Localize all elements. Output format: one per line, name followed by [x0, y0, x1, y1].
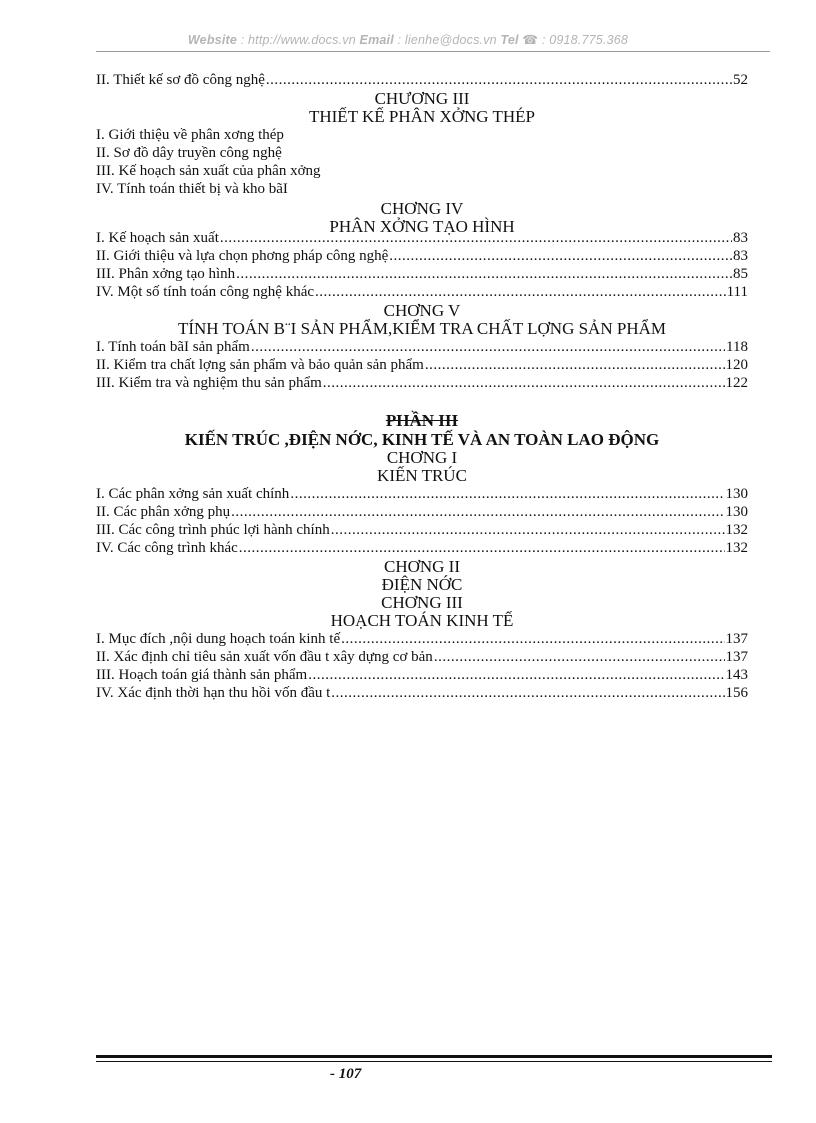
toc-entry-label: IV. Xác định thời hạn thu hồi vốn đầu t: [96, 685, 331, 701]
toc-row: [96, 283, 748, 301]
toc-page-number: 132: [725, 540, 748, 556]
chapter-title: CHƠNG IV: [380, 199, 464, 218]
toc-leader-dots: [434, 648, 725, 666]
toc-row: [96, 162, 748, 180]
toc-row: [96, 247, 748, 265]
footer-divider-thin: [96, 1061, 772, 1062]
part-subtitle: KIẾN TRÚC ,ĐIỆN NỚC, KINH TẾ VÀ AN TOÀN LAO ĐỘNG: [184, 430, 660, 449]
toc-page-number: 156: [725, 685, 748, 701]
toc-page-number: 111: [726, 284, 748, 300]
toc-page-number: 143: [725, 667, 748, 683]
toc-entry-label: II. Sơ đồ dây truyền công nghệ: [96, 145, 282, 161]
chapter-title: CHƠNG V: [383, 301, 461, 320]
toc-leader-dots: [341, 630, 724, 648]
website-value: : http://www.docs.vn: [237, 33, 360, 47]
toc-row: [96, 539, 748, 557]
toc-leader-dots: [323, 374, 725, 392]
toc-row: [96, 503, 748, 521]
toc-row: [96, 144, 748, 162]
toc-leader-dots: [389, 247, 732, 265]
toc-page-number: 83: [733, 248, 748, 264]
chapter-title: CHƠNG I: [386, 448, 458, 467]
telephone-icon: ☎: [522, 33, 539, 47]
chapter-title: CHƠNG III: [381, 593, 463, 612]
toc-page-number: 130: [725, 504, 748, 520]
chapter-subtitle: HOẠCH TOÁN KINH TẾ: [330, 611, 514, 630]
toc-row: [96, 521, 748, 539]
chapter-subtitle: KIẾN TRÚC: [377, 466, 467, 485]
toc-row: [96, 71, 748, 89]
toc-entry-label: III. Kế hoạch sản xuất của phân xởng: [96, 163, 321, 179]
toc-entry-label: I. Giới thiệu về phân xơng thép: [96, 127, 284, 143]
toc-row: [96, 126, 748, 144]
tel-value: : 0918.775.368: [538, 33, 629, 47]
toc-row: [96, 180, 748, 198]
toc-row: [96, 684, 748, 702]
toc-entry-label: III. Phân xởng tạo hình: [96, 266, 236, 282]
toc-row: [96, 356, 748, 374]
footer-divider-thick: [96, 1055, 772, 1058]
toc-entry-label: IV. Một số tính toán công nghệ khác: [96, 284, 315, 300]
toc-leader-dots: [315, 283, 726, 301]
toc-page-number: 130: [725, 486, 748, 502]
toc-entry-label: I. Mục đích ,nội dung hoạch toán kinh tế: [96, 631, 341, 647]
chapter-subtitle: THIẾT KẾ PHÂN XỞNG THÉP: [308, 107, 536, 126]
toc-leader-dots: [266, 71, 732, 89]
toc-leader-dots: [251, 338, 725, 356]
chapter-subtitle: PHÂN XỞNG TẠO HÌNH: [329, 217, 515, 236]
toc-leader-dots: [231, 503, 724, 521]
toc-entry-label: IV. Tính toán thiết bị và kho bãI: [96, 181, 288, 197]
chapter-title: CHƯƠNG III: [374, 89, 470, 108]
toc-entry-label: IV. Các công trình khác: [96, 540, 238, 556]
toc-page-number: 52: [733, 72, 748, 88]
toc-entry-label: I. Tính toán bãI sản phẩm: [96, 339, 250, 355]
toc-page-number: 120: [725, 357, 748, 373]
document-header: [0, 32, 816, 47]
toc-entry-label: II. Xác định chỉ tiêu sản xuất vốn đầu t xây dựng cơ bản: [96, 649, 433, 665]
toc-row: [96, 229, 748, 247]
tel-label: Tel: [500, 33, 519, 47]
chapter-subtitle: TÍNH TOÁN B¨I SẢN PHẨM,KIỂM TRA CHẤT LỢNG SẢN PHẨM: [177, 319, 666, 338]
toc-page-number: 118: [726, 339, 748, 355]
toc-entry-label: III. Các công trình phúc lợi hành chính: [96, 522, 330, 538]
toc-leader-dots: [290, 485, 724, 503]
toc-entry-label: I. Các phân xởng sản xuất chính: [96, 486, 290, 502]
toc-leader-dots: [331, 684, 724, 702]
toc-page-number: 122: [725, 375, 748, 391]
toc-entry-label: III. Kiểm tra và nghiệm thu sản phẩm: [96, 375, 322, 391]
email-label: Email: [359, 33, 394, 47]
toc-entry-label: III. Hoạch toán giá thành sản phẩm: [96, 667, 308, 683]
toc-entry-label: II. Kiểm tra chất lợng sản phẩm và bảo quản sản phẩm: [96, 357, 424, 373]
toc-entry-label: II. Thiết kế sơ đồ công nghệ: [96, 72, 265, 88]
toc-leader-dots: [308, 666, 724, 684]
page-number: - 107: [330, 1066, 362, 1082]
website-label: Website: [187, 33, 238, 47]
toc-leader-dots: [220, 229, 732, 247]
toc-row: [96, 666, 748, 684]
email-value: : lienhe@docs.vn: [393, 33, 501, 47]
toc-leader-dots: [239, 539, 725, 557]
toc-page-number: 132: [725, 522, 748, 538]
toc-leader-dots: [425, 356, 725, 374]
header-divider: [96, 51, 770, 52]
toc-block-c: [96, 412, 748, 702]
toc-row: [96, 374, 748, 392]
chapter-title: CHƠNG II: [383, 557, 461, 576]
chapter-subtitle: ĐIỆN NỚC: [381, 575, 463, 594]
toc-entry-label: II. Các phân xởng phụ: [96, 504, 231, 520]
toc-page-number: 137: [725, 631, 748, 647]
toc-block-b: [96, 229, 748, 392]
part-title: PHẦN III: [385, 411, 459, 430]
toc-entry-label: II. Giới thiệu và lựa chọn phơng pháp công nghệ: [96, 248, 389, 264]
toc-page-number: 137: [725, 649, 748, 665]
toc-row: [96, 648, 748, 666]
toc-page-number: 83: [733, 230, 748, 246]
toc-row: [96, 338, 748, 356]
toc-row: [96, 485, 748, 503]
toc-row: [96, 265, 748, 283]
toc-leader-dots: [331, 521, 725, 539]
toc-block-a: [96, 71, 748, 236]
toc-leader-dots: [236, 265, 732, 283]
toc-row: [96, 630, 748, 648]
toc-page-number: 85: [733, 266, 748, 282]
toc-entry-label: I. Kế hoạch sản xuất: [96, 230, 219, 246]
